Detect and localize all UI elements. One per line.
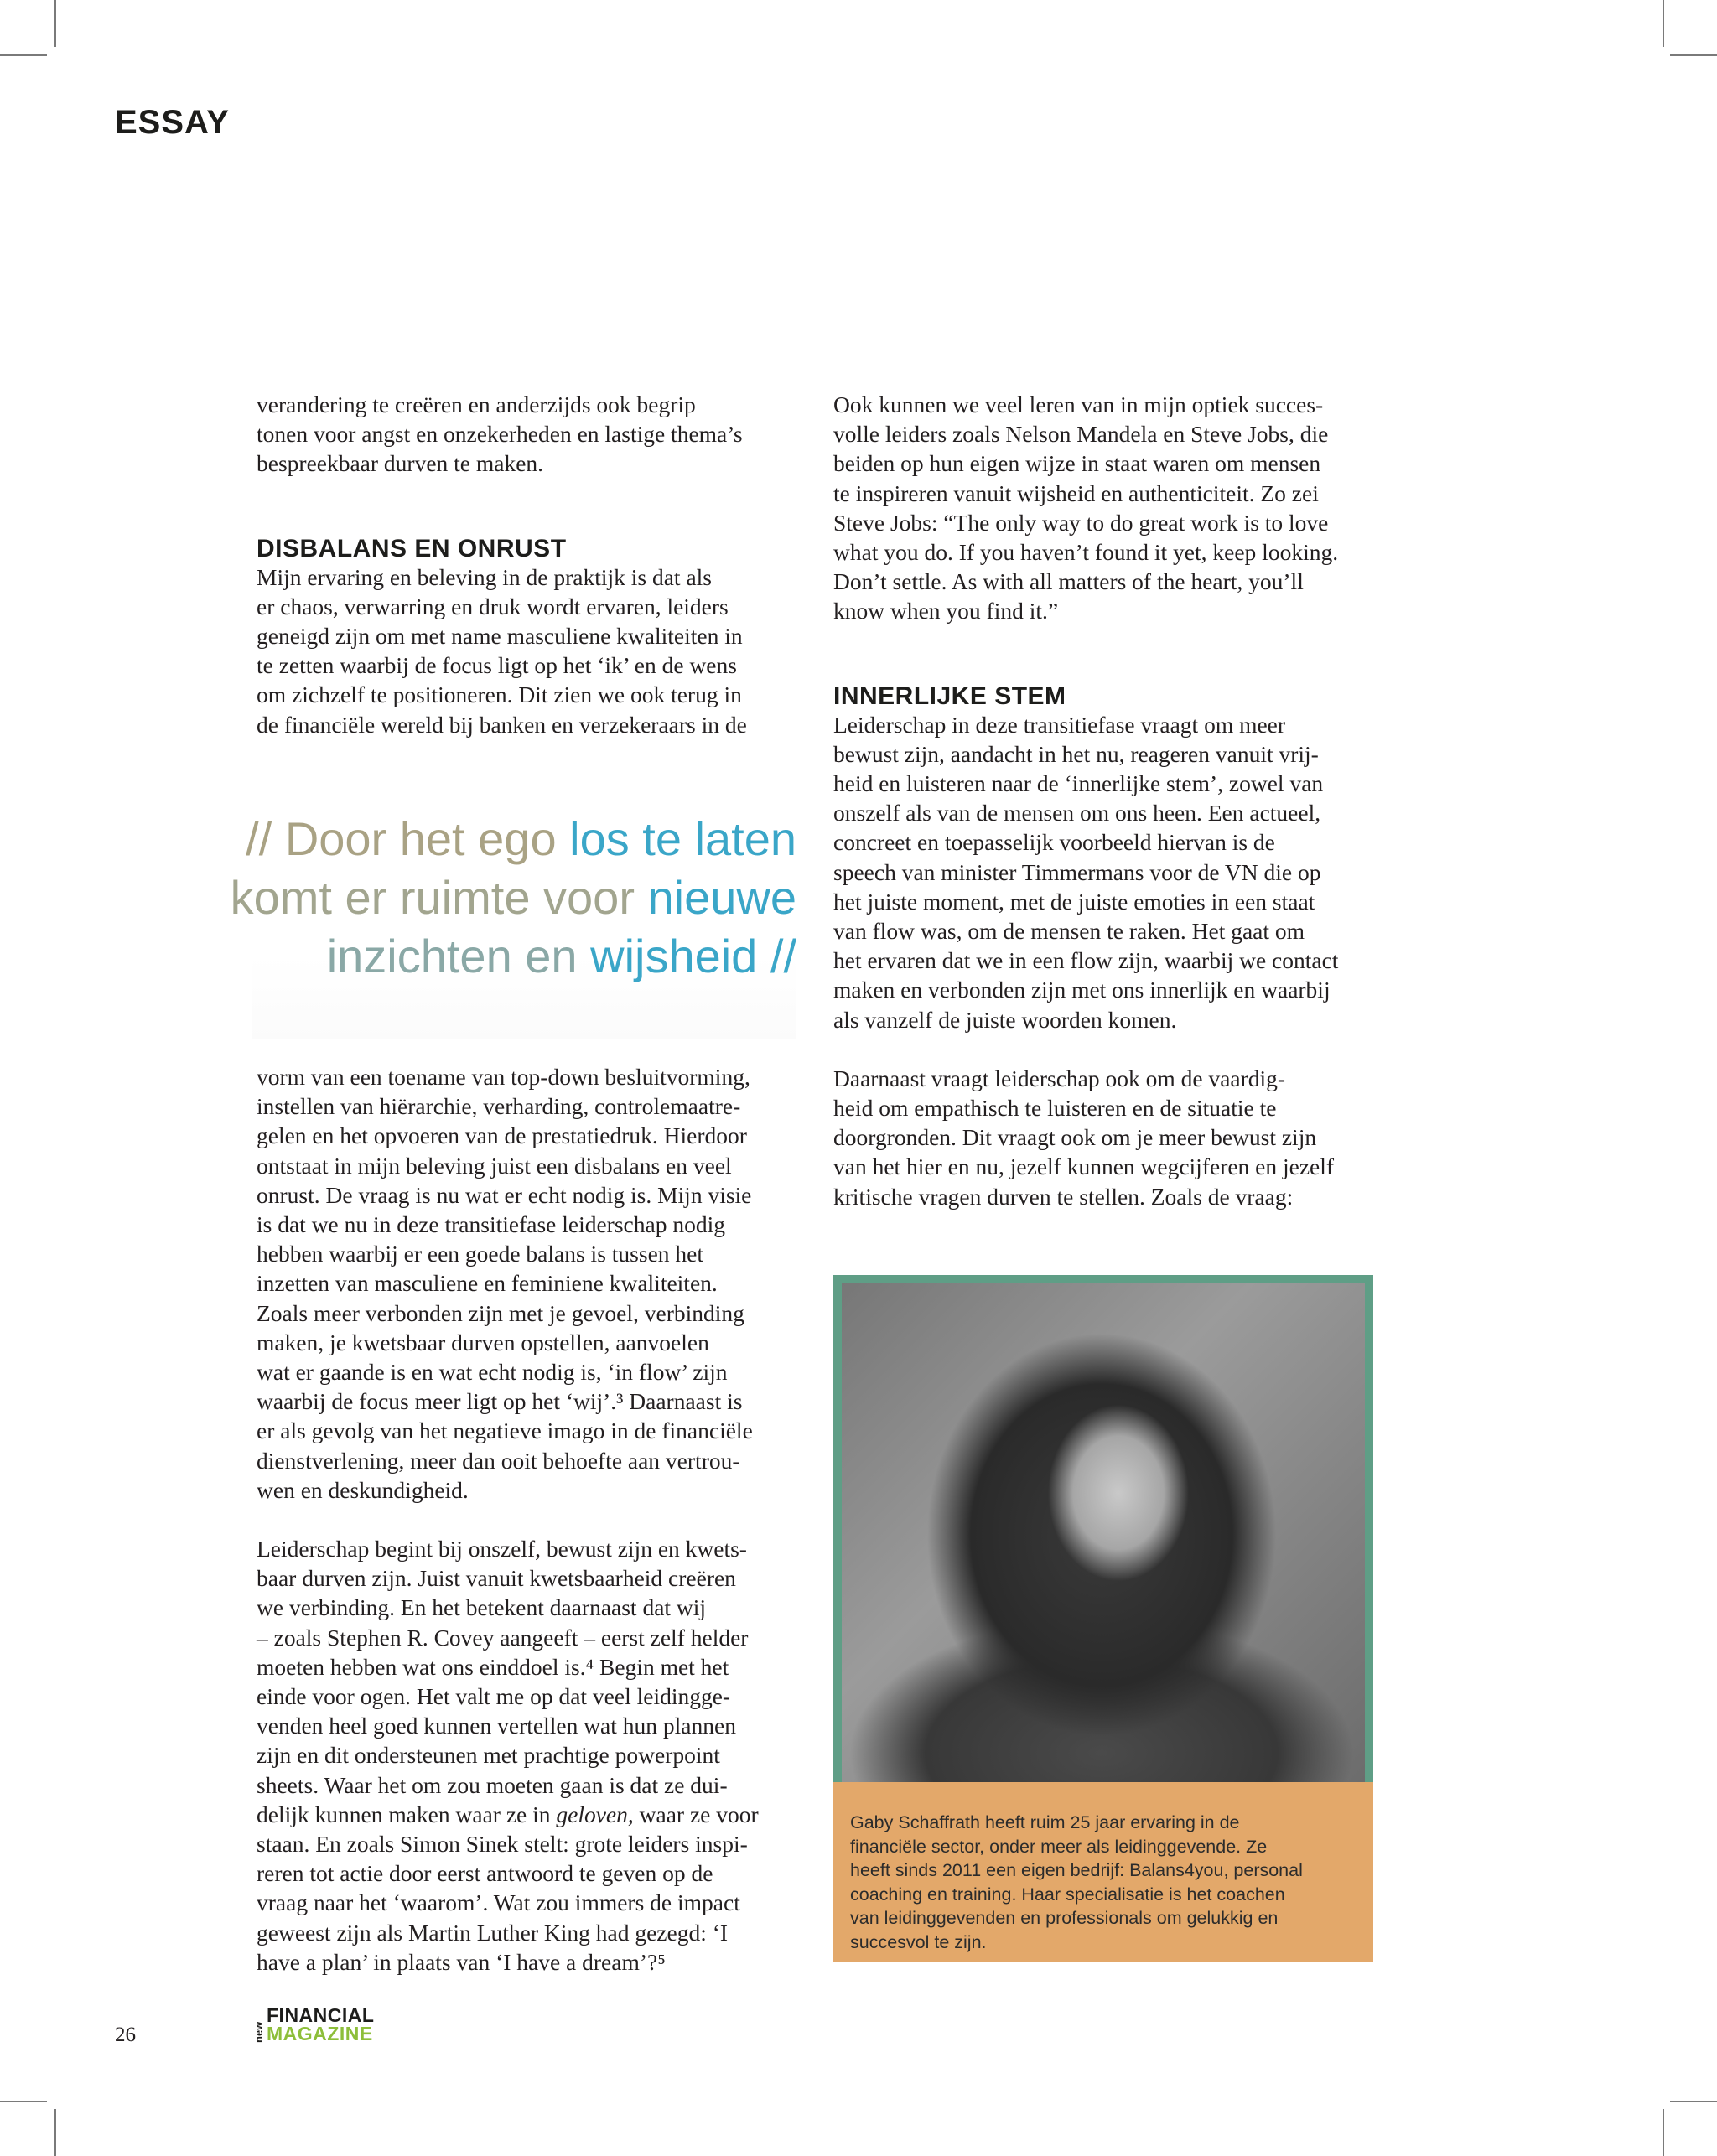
- paragraph-emphasis: geloven,: [556, 1801, 634, 1827]
- paragraph-empathie: Daarnaast vraagt leiderschap ook om de vaardig- heid om empathisch te luisteren en de situatie te doorgronden. Dit vraagt ook om je meer bewust zijn van het hier en nu, jezelf kunnen wegcijferen en jezelf kritische vragen durven te stellen. Zoals de vraag:: [833, 1065, 1335, 1210]
- crop-mark: [1670, 2101, 1717, 2102]
- pull-quote-text: komt er ruimte voor: [230, 871, 648, 924]
- paragraph-text: Leiderschap begint bij onszelf, bewust zijn en kwets- baar durven zijn. Juist vanuit kwetsbaarheid creëren we verbinding. En het betekent daarnaast dat wij – zoals Stephen R. Covey aangeeft – eerst zelf helder moeten hebben wat ons einddoel is.⁴ Begin met het einde voor ogen. Het valt me op dat veel leidingge- venden heel goed kunnen vertellen wat hun plannen zijn en dit ondersteunen met prachtige powerpoint sheets. Waar het om zou moeten gaan is dat ze dui- delijk kunnen maken waar ze in: [257, 1536, 749, 1827]
- left-column-bottom: [257, 1062, 810, 1977]
- crop-mark: [0, 54, 47, 56]
- pull-quote: [201, 810, 796, 986]
- crop-mark: [1663, 2109, 1664, 2156]
- paragraph-balans: vorm van een toename van top-down besluitvorming, instellen van hiërarchie, verharding, controlemaatre- gelen en het opvoeren van de prestatiedruk. Hierdoor ontstaat in mijn beleving juist een disbalans en veel onrust. De vraag is nu wat er echt nodig is. Mijn visie is dat we nu in deze transitiefase leiderschap nodig hebben waarbij er een goede balans is tussen het inzetten van masculiene en feminiene kwaliteiten. Zoals meer verbonden zijn met je gevoel, verbinding maken, je kwetsbaar durven opstellen, aanvoelen wat er gaande is en wat echt nodig is, ‘in flow’ zijn waarbij de focus meer ligt op het ‘wij’.³ Daarnaast is er als gevolg van het negatieve imago in de financiële dienstverlening, meer dan ooit behoefte aan vertrou- wen en deskundigheid.: [257, 1064, 753, 1503]
- paragraph-text: waar ze voor staan. En zoals Simon Sinek stelt: grote leiders inspi- reren tot actie door eerst antwoord te geven op de vraag naar het ‘waarom’. Wat zou immers de impact geweest zijn als Martin Luther King had gezegd: ‘I have a plan’ in plaats van ‘I have a dream’?⁵: [257, 1801, 759, 1975]
- pull-quote-line: [201, 868, 796, 927]
- left-column-top: [257, 390, 810, 739]
- pull-quote-line: [201, 810, 796, 868]
- crop-mark: [1670, 54, 1717, 56]
- paragraph-disbalans: Mijn ervaring en beleving in de praktijk is dat als er chaos, verwarring en druk wordt ervaren, leiders geneigd zijn om met name masculiene kwaliteiten in te zetten waarbij de focus ligt op het ‘ik’ en de wens om zichzelf te positioneren. Dit zien we ook terug in de financiële wereld bij banken en verzekeraars in de: [257, 563, 747, 738]
- heading-disbalans: DISBALANS EN ONRUST: [257, 534, 567, 562]
- crop-mark: [0, 2101, 47, 2102]
- logo-magazine: MAGAZINE: [267, 2023, 373, 2045]
- pull-quote-text: inzichten en: [326, 930, 591, 982]
- portrait-photo: [842, 1283, 1365, 1782]
- pull-quote-line: [201, 927, 796, 986]
- crop-mark: [54, 2109, 56, 2156]
- author-photo-frame: [833, 1275, 1373, 1782]
- author-caption: Gaby Schaffrath heeft ruim 25 jaar ervaring in de financiële sector, onder meer als leidinggevende. Ze heeft sinds 2011 een eigen bedrijf: Balans4you, personal coaching en training. Haar specialisatie is het coachen van leidinggevenden en professionals om gelukkig en succesvol te zijn.: [833, 1782, 1373, 1962]
- logo-new: new: [252, 2021, 265, 2043]
- pull-quote-text: // Door het ego: [246, 812, 570, 865]
- pull-quote-highlight: los te laten: [569, 812, 796, 865]
- logo-financial: FINANCIAL: [267, 2004, 375, 2026]
- heading-innerlijke-stem: INNERLIJKE STEM: [833, 682, 1066, 710]
- section-label: ESSAY: [115, 104, 230, 141]
- pull-quote-highlight: wijsheid //: [590, 930, 796, 982]
- paragraph-leiders: Ook kunnen we veel leren van in mijn optiek succes- volle leiders zoals Nelson Mandela en Steve Jobs, die beiden op hun eigen wijze in staat waren om mensen te inspireren vanuit wijsheid en authenticiteit. Zo zei Steve Jobs: “The only way to do great work is to love what you do. If you haven’t found it yet, keep looking. Don’t settle. As with all matters of the heart, you’ll know when you find it.”: [833, 391, 1339, 625]
- intro-paragraph: verandering te creëren en anderzijds ook begrip tonen voor angst en onzekerheden en lastige thema’s bespreekbaar durven te maken.: [257, 391, 743, 477]
- paragraph-innerlijke-stem: Leiderschap in deze transitiefase vraagt om meer bewust zijn, aandacht in het nu, reageren vanuit vrij- heid en luisteren naar de ‘innerlijke stem’, zowel van onszelf als van de mensen om ons heen. Een actueel, concreet en toepasselijk voorbeeld hiervan is de speech van minister Timmermans voor de VN die op het juiste moment, met de juiste emoties in een staat van flow was, om de mensen te raken. Het gaat om het ervaren dat we in een flow zijn, waarbij we contact maken en verbonden zijn met ons innerlijk en waarbij als vanzelf de juiste woorden komen.: [833, 711, 1339, 1033]
- crop-mark: [54, 0, 56, 47]
- crop-mark: [1663, 0, 1664, 47]
- page-number: 26: [115, 2024, 136, 2046]
- pull-quote-highlight: nieuwe: [647, 871, 796, 924]
- paragraph-leiderschap: [257, 1534, 810, 1977]
- right-column: [833, 390, 1403, 1211]
